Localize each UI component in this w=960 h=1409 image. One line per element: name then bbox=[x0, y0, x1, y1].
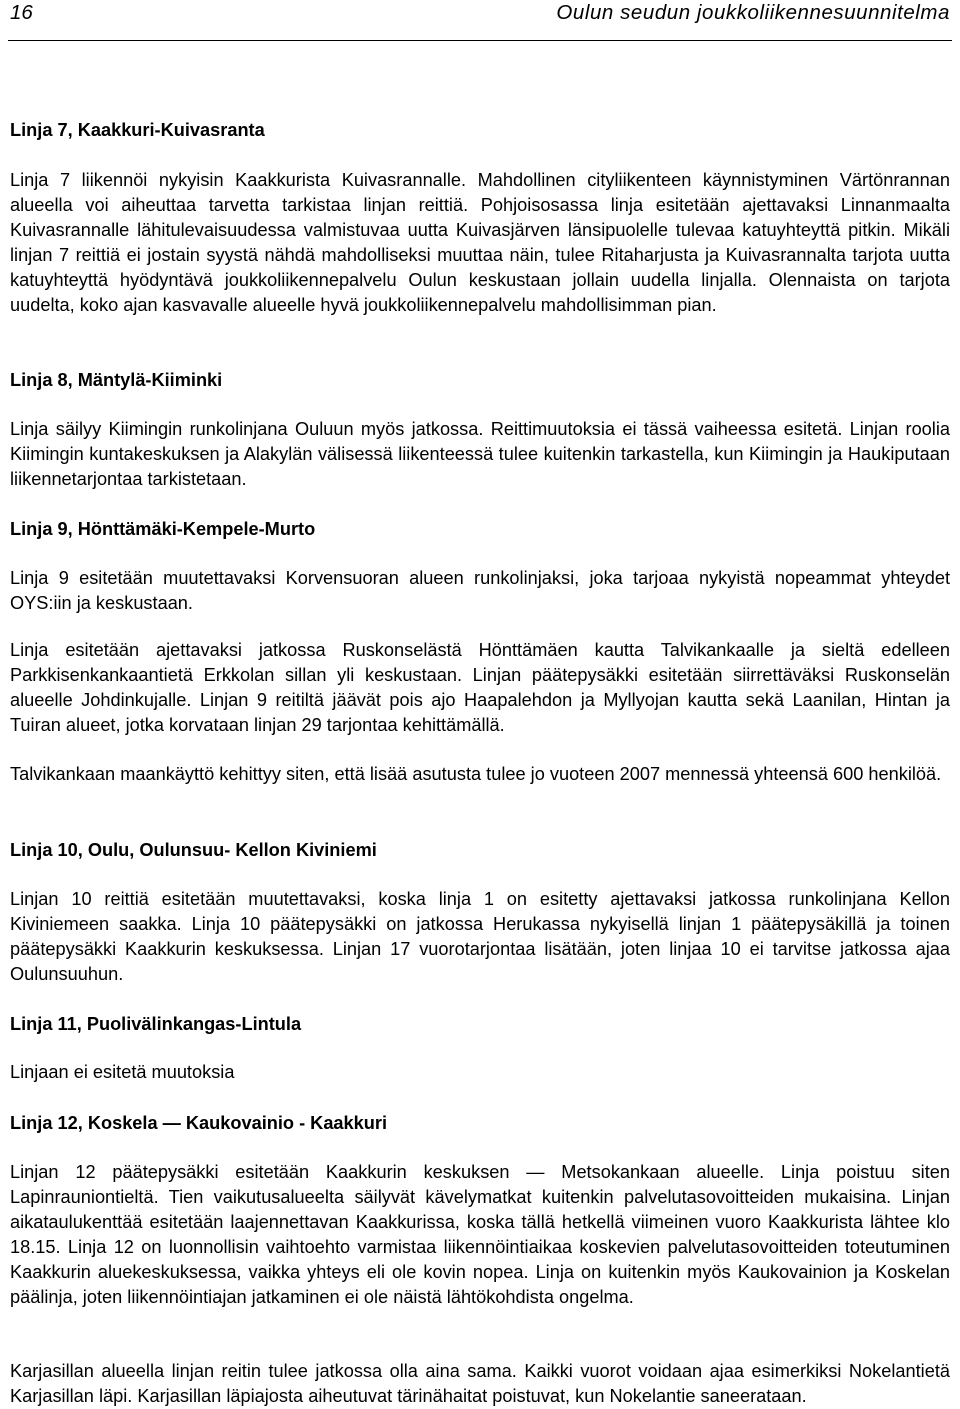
section-paragraph: Linjan 12 päätepysäkki esitetään Kaakkurin keskuksen — Metsokankaan alueelle. Linja poistuu siten Lapinrauniontieltä. Tien vaikutusalueelta säilyvät kävelymatkat kuitenkin palvelutasovoitteiden mukaisina. Linjan aikataulukenttää esitetään laajennettavan Kaakkurissa, koska tällä hetkellä viimeinen vuoro Kaakkurista lähtee klo 18.15. Linja 12 on luonnollisin vaihtoehto varmistaa liikennöintiaikaa koskevien palvelutasovoitteiden toteutuminen Kaakkurin aluekeskuksessa, vaikka yhteys eli ole kovin nopea. Linja on kuitenkin myös Kaukovainion ja Koskelan päälinja, joten liikennöintiajan jatkaminen ei ole näistä lähtökohdista ongelma. bbox=[10, 1162, 950, 1307]
section-heading-linja-10: Linja 10, Oulu, Oulunsuu- Kellon Kiviniemi bbox=[10, 840, 377, 860]
section-paragraph: Linja säilyy Kiimingin runkolinjana Ouluun myös jatkossa. Reittimuutoksia ei tässä vaiheessa esitetä. Linjan roolia Kiimingin kuntakeskuksen ja Alakylän välisessä liikenteessä tulee kuitenkin tarkastella, kun Kiimingin ja Haukiputaan liikennetarjontaa tarkistetaan. bbox=[10, 419, 950, 489]
section-heading-linja-8: Linja 8, Mäntylä-Kiiminki bbox=[10, 370, 223, 390]
page-number: 16 bbox=[10, 1, 33, 24]
section-paragraph: Talvikankaan maankäyttö kehittyy siten, että lisää asutusta tulee jo vuoteen 2007 mennessä yhteensä 600 henkilöä. bbox=[10, 764, 942, 784]
section-heading-linja-12: Linja 12, Koskela — Kaukovainio - Kaakkuri bbox=[10, 1113, 388, 1133]
document-page bbox=[8, 0, 952, 1406]
section-paragraph: Linja 9 esitetään muutettavaksi Korvensuoran alueen runkolinjaksi, joka tarjoaa nykyistä nopeammat yhteydet OYS:iin ja keskustaan. bbox=[10, 568, 950, 613]
section-paragraph: Linjaan ei esitetä muutoksia bbox=[10, 1062, 235, 1082]
section-paragraph: Karjasillan alueella linjan reitin tulee jatkossa olla aina sama. Kaikki vuorot voidaan ajaa esimerkiksi Nokelantietä Karjasillan läpi. Karjasillan läpiajosta aiheutuvat tärinähaitat poistuvat, kun Nokelantie saneerataan. bbox=[10, 1361, 950, 1406]
section-paragraph: Linjan 10 reittiä esitetään muutettavaksi, koska linja 1 on esitetty ajettavaksi jatkossa runkolinjana Kellon Kiviniemeen saakka. Linja 10 päätepysäkki on jatkossa Herukassa nykyisellä linjan 1 päätepysäkillä ja toinen päätepysäkki Kaakkurin keskuksessa. Linjan 17 vuorotarjontaa lisätään, joten linjaa 10 ei tarvitse jatkossa ajaa Oulunsuuhun. bbox=[10, 889, 950, 984]
page-header bbox=[8, 0, 952, 41]
section-paragraph: Linja esitetään ajettavaksi jatkossa Ruskonselästä Hönttämäen kautta Talvikankaalle ja sieltä edelleen Parkkisenkankaantietä Erkkolan sillan yli keskustaan. Linjan päätepysäkki esitetään siirrettäväksi Ruskonselän alueelle Johdinkujalle. Linjan 9 reitiltä jäävät pois ajo Haapalehdon ja Myllyojan kautta sekä Laanilan, Hintan ja Tuiran alueet, jotka korvataan linjan 29 tarjontaa kehittämällä. bbox=[10, 640, 950, 735]
section-paragraph: Linja 7 liikennöi nykyisin Kaakkurista Kuivasrannalle. Mahdollinen cityliikenteen käynnistyminen Värtönrannan alueella voi aiheuttaa tarvetta tarkistaa linjan reittiä. Pohjoisosassa linja esitetään ajettavaksi Linnanmaalta Kuivasrannalle lähitulevaisuudessa valmistuvaa uutta Kuivasjärven länsipuolelle tulevaa katuyhteyttä pitkin. Mikäli linjan 7 reittiä ei jostain syystä nähdä mahdolliseksi muuttaa näin, tulee Ritaharjusta ja Kuivasrannalta tarjota uutta katuyhteyttä hyödyntävä joukkoliikennepalvelu Oulun keskustaan jollain uudella linjalla. Olennaista on tarjota uudelta, koko ajan kasvavalle alueelle hyvä joukkoliikennepalvelu mahdollisimman pian. bbox=[10, 170, 950, 315]
section-heading-linja-9: Linja 9, Hönttämäki-Kempele-Murto bbox=[10, 519, 316, 539]
section-heading-linja-7: Linja 7, Kaakkuri-Kuivasranta bbox=[10, 120, 265, 140]
document-title: Oulun seudun joukkoliikennesuunnitelma bbox=[556, 1, 950, 24]
section-heading-linja-11: Linja 11, Puolivälinkangas-Lintula bbox=[10, 1014, 302, 1034]
